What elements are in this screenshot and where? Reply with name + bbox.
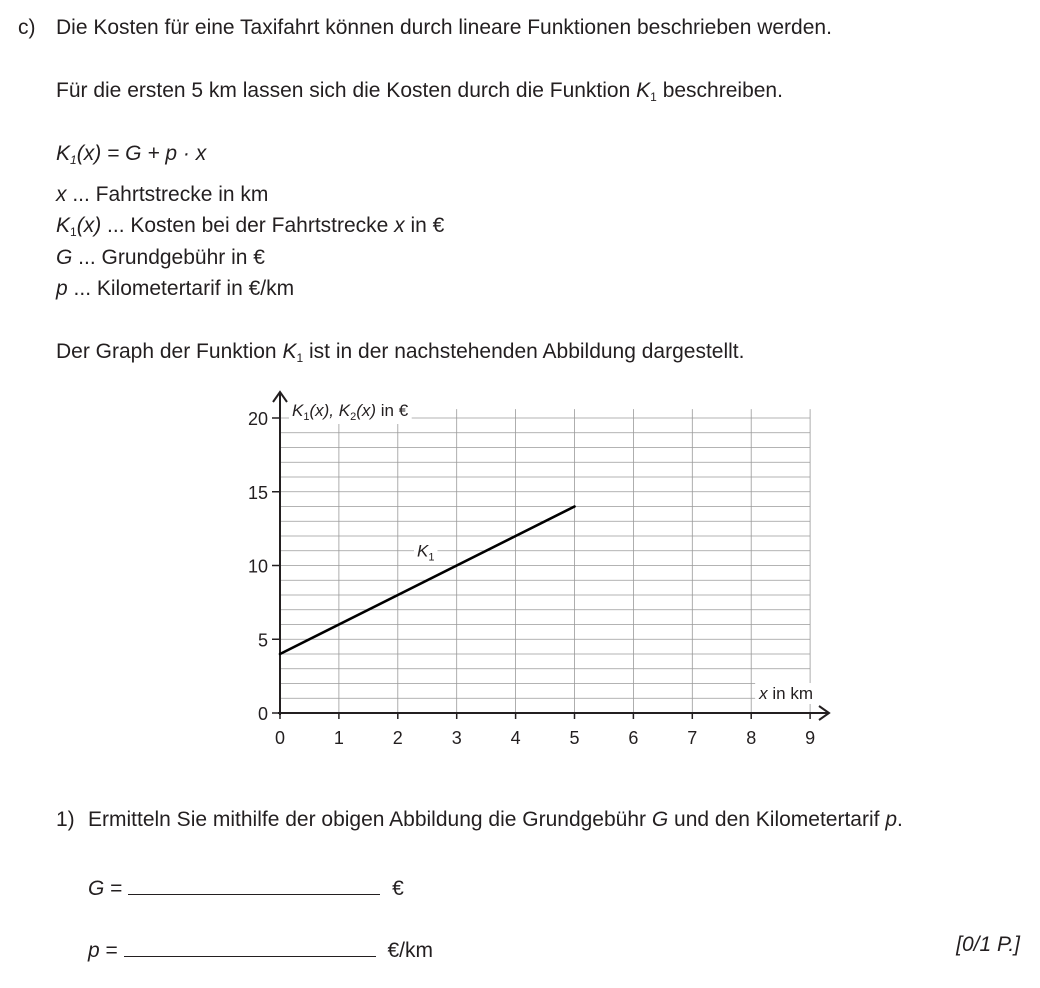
x-tick-label: 6 [628,728,639,748]
x-axis-label-unit: in km [767,684,813,703]
answer-p-label: p [88,939,100,962]
chart-axes [273,392,829,720]
graph-sentence-fn-sub: 1 [296,351,304,365]
x-tick-label: 2 [392,728,403,748]
chart-grid-minor [280,418,810,698]
chart-grid-major [339,409,810,713]
x-tick-label: 1 [333,728,344,748]
x-axis-label [758,684,813,703]
series-label-sub: 1 [428,551,435,564]
y-axis-label-k2: K [338,401,351,420]
answer-p-row [88,934,433,961]
y-axis-label-k2-arg: (x) [356,401,377,420]
function-sentence-fn: K [636,79,651,102]
definition-text: ... Grundgebühr in € [72,246,265,269]
answer-g-blank[interactable] [128,872,380,895]
x-tick-label: 0 [274,728,286,748]
definition-symbol: x [56,183,67,206]
y-tick-label: 10 [247,556,268,577]
answer-g-unit: € [392,877,404,900]
question-number: 1) [56,808,75,831]
function-sentence-before: Für die ersten 5 km lassen sich die Kosten durch die Funktion [56,79,631,102]
question-sym-g: G [651,808,669,831]
points-label: [0/1 P.] [956,933,1020,956]
formula-lhs: K [56,142,71,165]
series-label-name: K [417,541,429,561]
definition-symbol: K [56,214,71,237]
y-tick-label: 20 [247,409,268,429]
y-axis-label-k1-arg: (x), [309,401,339,420]
formula-lhs-sub: 1 [70,153,77,167]
question-text-end: . [897,808,903,831]
question-text-before: Ermitteln Sie mithilfe der obigen Abbildung die Grundgebühr [88,808,652,831]
question-text-mid: und den Kilometertarif [668,808,886,831]
task-intro: Die Kosten für eine Taxifahrt können durch lineare Funktionen beschrieben werden. [56,16,832,39]
function-sentence-fn-sub: 1 [650,90,657,104]
chart-ticks [248,409,815,748]
x-tick-label: 9 [805,728,816,748]
x-tick-label: 7 [687,728,698,748]
y-axis-label-unit: in € [376,401,409,420]
graph-sentence-after: ist in der nachstehenden Abbildung dargestellt. [309,340,745,363]
chart-labels [289,400,816,704]
definition-text-symbol: x [394,214,405,237]
answer-g-row [88,872,404,899]
y-axis-label-k2-sub: 2 [350,411,357,423]
graph-sentence-before: Der Graph der Funktion [56,340,277,363]
x-axis-label-var: x [759,684,768,703]
question-text [88,809,903,830]
answer-p-eq: = [99,939,118,962]
formula-rhs: = G + p · x [107,142,207,165]
definition-symbol: G [56,246,73,269]
definition-text: ... Kosten bei der Fahrtstrecke [101,214,395,237]
question-sym-p: p [885,808,897,831]
function-sentence-after: beschreiben. [662,79,783,102]
definition-symbol: p [56,277,68,300]
answer-p-blank[interactable] [124,934,376,957]
formula-lhs-arg: (x) [76,142,102,165]
definition-text: ... Kilometertarif in €/km [67,277,295,300]
definition-symbol-sub: 1 [70,225,77,239]
definition-text-after: in € [404,214,445,237]
x-tick-label: 5 [569,728,580,748]
y-tick-label: 0 [257,704,268,724]
x-tick-label: 8 [746,728,757,748]
x-tick-label: 3 [451,728,462,748]
y-axis-label-k1-sub: 1 [303,411,310,423]
y-tick-label: 5 [257,630,268,651]
task-label: c) [18,16,36,39]
x-tick-label: 4 [510,728,521,748]
definition-text: ... Fahrtstrecke in km [66,183,269,206]
answer-g-eq: = [104,877,123,900]
answer-g-label: G [88,877,105,900]
y-axis-label-k1: K [292,401,304,420]
answer-p-unit: €/km [387,939,433,962]
definition-symbol-arg: (x) [76,214,102,237]
y-tick-label: 15 [247,482,268,503]
graph-sentence-fn: K [282,340,297,363]
